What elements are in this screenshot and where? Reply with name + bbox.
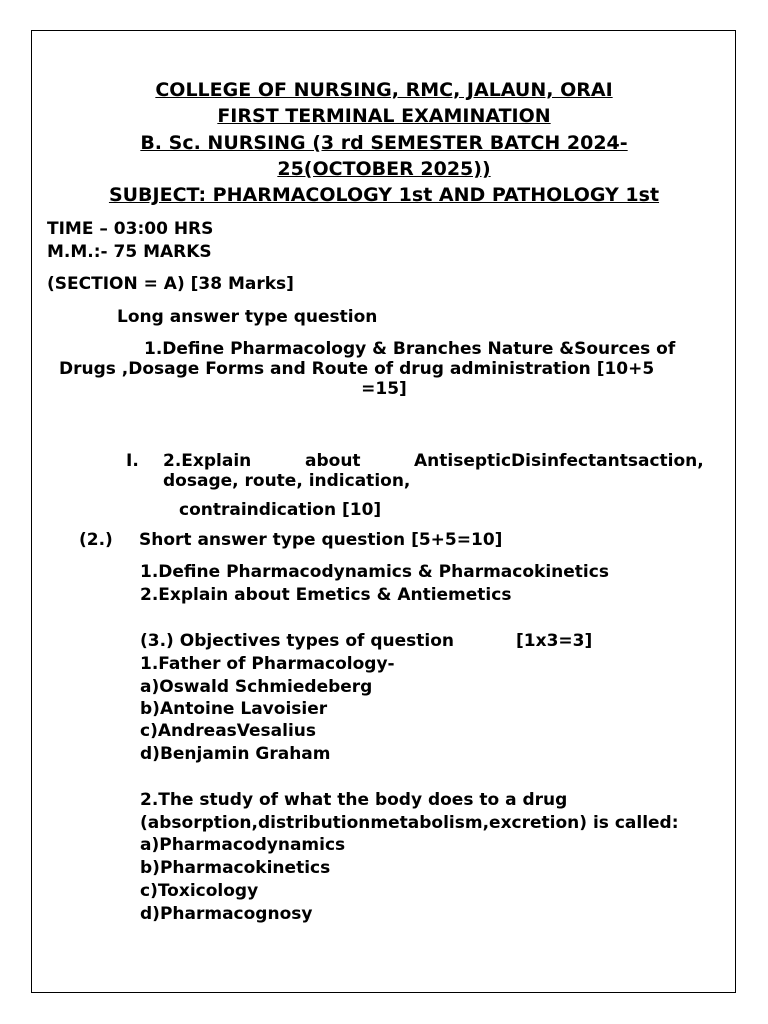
short-section-heading: Short answer type question [5+5=10] (139, 530, 503, 550)
exam-title: FIRST TERMINAL EXAMINATION (217, 105, 551, 127)
option-1c: c)AndreasVesalius (140, 721, 317, 741)
objective-question-2-line-2: (absorption,distributionmetabolism,excretion) is called: (140, 813, 679, 833)
college-name: COLLEGE OF NURSING, RMC, JALAUN, ORAI (155, 79, 613, 101)
option-2c: c)Toxicology (140, 881, 259, 901)
long-answer-heading: Long answer type question (117, 307, 378, 327)
objective-question-1: 1.Father of Pharmacology- (140, 654, 395, 674)
option-1b: b)Antoine Lavoisier (140, 699, 328, 719)
objective-heading: (3.) Objectives types of question (140, 631, 454, 651)
short-section-number: (2.) (79, 530, 113, 550)
section-a-title: (SECTION = A) [38 Marks] (47, 274, 294, 294)
question-2-word-2: about (305, 451, 361, 471)
option-2b: b)Pharmacokinetics (140, 858, 331, 878)
course-line-cont: 25(OCTOBER 2025)) (277, 158, 491, 180)
question-2-line-3: contraindication [10] (179, 500, 382, 520)
option-1a: a)Oswald Schmiedeberg (140, 677, 373, 697)
short-question-1: 1.Define Pharmacodynamics & Pharmacokinetics (140, 562, 609, 582)
question-1-line-1: 1.Define Pharmacology & Branches Nature &Sources of (144, 339, 676, 359)
option-2a: a)Pharmacodynamics (140, 835, 346, 855)
subject-line: SUBJECT: PHARMACOLOGY 1st AND PATHOLOGY 1st (108, 184, 660, 206)
objective-marks: [1x3=3] (516, 631, 593, 651)
exam-time: TIME – 03:00 HRS (47, 219, 214, 239)
option-2d: d)Pharmacognosy (140, 904, 313, 924)
question-1-line-2: Drugs ,Dosage Forms and Route of drug administration [10+5 (59, 359, 655, 379)
question-2-word-1: 2.Explain (163, 451, 252, 471)
objective-question-2-line-1: 2.The study of what the body does to a drug (140, 790, 568, 810)
course-line: B. Sc. NURSING (3 rd SEMESTER BATCH 2024- (140, 132, 628, 154)
short-question-2: 2.Explain about Emetics & Antiemetics (140, 585, 512, 605)
question-2-word-3: AntisepticDisinfectantsaction, (414, 451, 704, 471)
question-2-line-2: dosage, route, indication, (163, 471, 411, 491)
option-1d: d)Benjamin Graham (140, 744, 331, 764)
max-marks: M.M.:- 75 MARKS (47, 242, 212, 262)
question-2-marker: I. (126, 451, 139, 471)
question-1-line-3: =15] (361, 379, 407, 399)
